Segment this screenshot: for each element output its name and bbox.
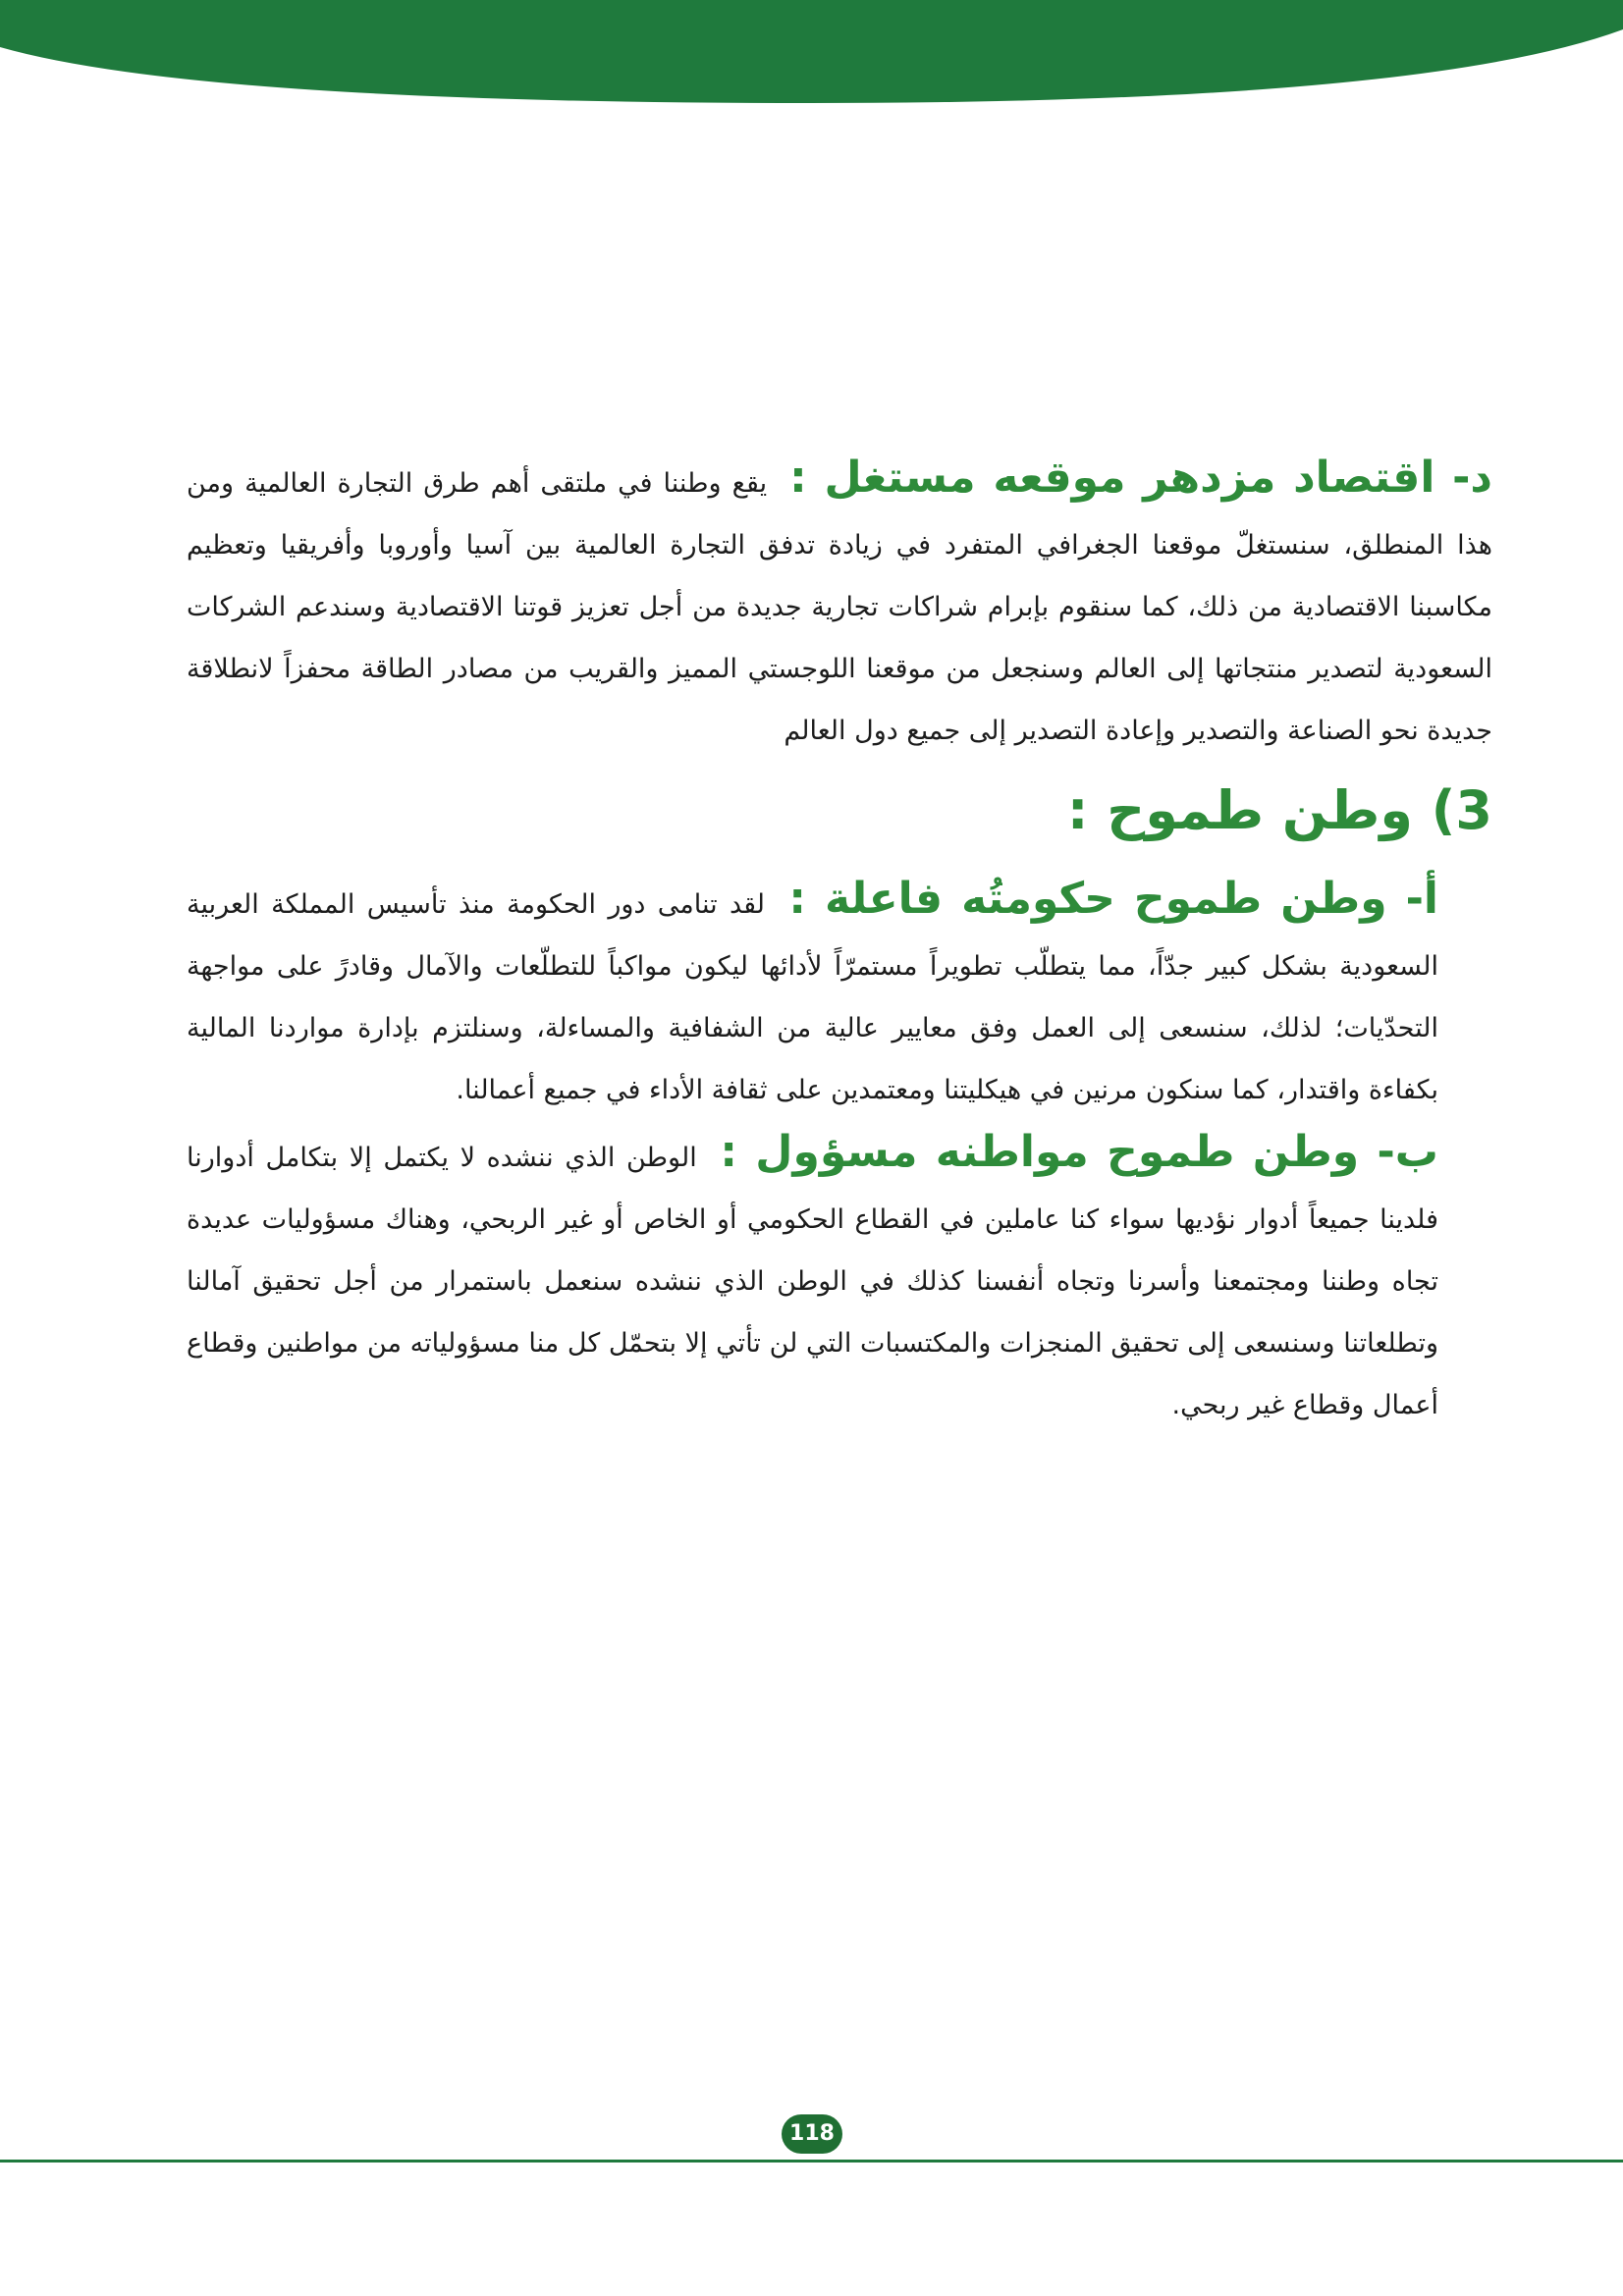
- footer-line: [0, 2160, 1623, 2163]
- section-b-block: [187, 1121, 1492, 1436]
- section-d-heading: د- اقتصاد مزدهر موقعه مستغل :: [789, 453, 1492, 503]
- section-a-heading: أ- وطن طموح حكومتُه فاعلة :: [788, 874, 1438, 924]
- section-a-body: لقد تنامى دور الحكومة منذ تأسيس المملكة العربية السعودية بشكل كبير جدّاً، مما يتطلّب تطويراً مستمرّاً لأدائها ليكون مواكباً للتطلّعات والآمال وقادرً على مواجهة التحدّيات؛ لذلك، سنسعى إلى العمل وفق معايير عالية من الشفافية والمساءلة، وسنلتزم بإدارة مواردنا المالية بكفاءة واقتدار، كما سنكون مرنين في هيكليتنا ومعتمدين على ثقافة الأداء في جميع أعمالنا.: [187, 889, 1438, 1105]
- page-number-badge: 118: [782, 2114, 842, 2154]
- header-green-arc: [0, 0, 1623, 103]
- section-b-heading: ب- وطن طموح مواطنه مسؤول :: [720, 1127, 1438, 1177]
- document-body: [187, 447, 1492, 1436]
- section-a-block: [187, 868, 1492, 1121]
- section-b-paragraph: [187, 1121, 1438, 1436]
- section-d-paragraph: [187, 447, 1492, 762]
- section-a-paragraph: [187, 868, 1438, 1121]
- section-3-heading: 3) وطن طموح :: [1066, 779, 1492, 841]
- section-b-body: الوطن الذي ننشده لا يكتمل إلا بتكامل أدوارنا فلدينا جميعاً أدوار نؤديها سواء كنا عاملين في القطاع الحكومي أو الخاص أو غير الربحي، وهناك مسؤوليات عديدة تجاه وطننا ومجتمعنا وأسرنا وتجاه أنفسنا كذلك في الوطن الذي ننشده سنعمل باستمرار من أجل تحقيق آمالنا وتطلعاتنا وسنسعى إلى تحقيق المنجزات والمكتسبات التي لن تأتي إلا بتحمّل كل منا مسؤولياته من مواطنين وقطاع أعمال وقطاع غير ربحي.: [187, 1143, 1438, 1420]
- header-band: [0, 0, 1623, 108]
- section-d-body: يقع وطننا في ملتقى أهم طرق التجارة العالمية ومن هذا المنطلق، سنستغلّ موقعنا الجغرافي المتفرد في زيادة تدفق التجارة العالمية بين آسيا وأوروبا وأفريقيا وتعظيم مكاسبنا الاقتصادية من ذلك، كما سنقوم بإبرام شراكات تجارية جديدة من أجل تعزيز قوتنا الاقتصادية وسندعم الشركات السعودية لتصدير منتجاتها إلى العالم وسنجعل من موقعنا اللوجستي المميز والقريب من مصادر الطاقة محفزاً لانطلاقة جديدة نحو الصناعة والتصدير وإعادة التصدير إلى جميع دول العالم: [187, 468, 1492, 746]
